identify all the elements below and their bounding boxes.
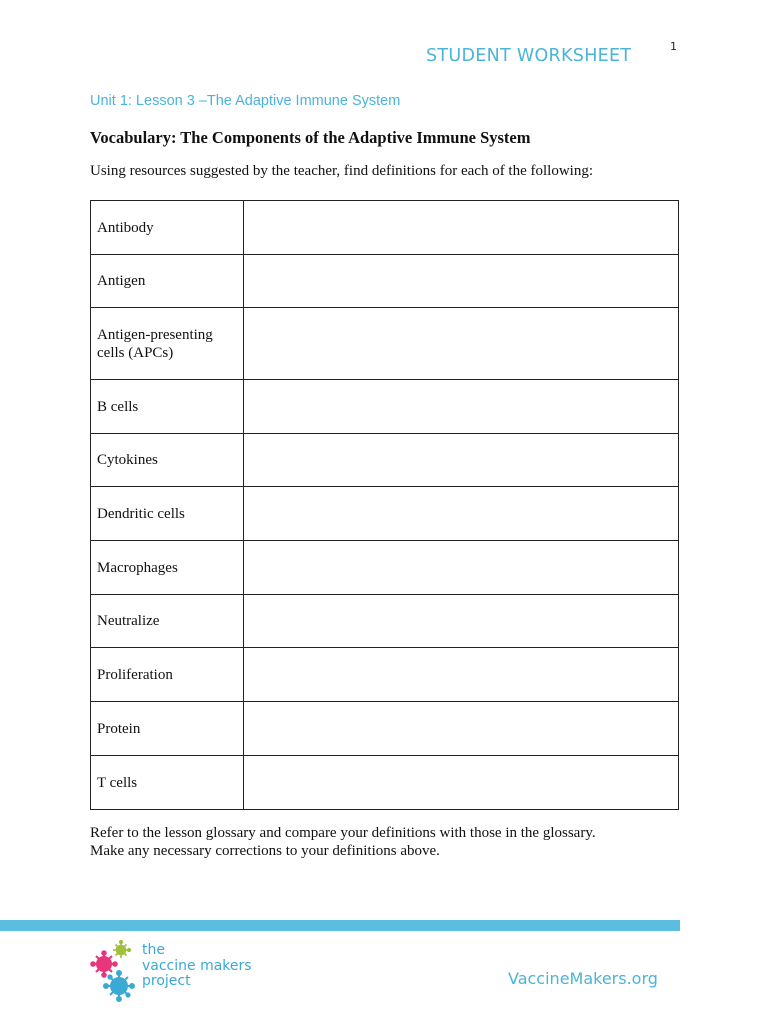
table-row: [91, 308, 679, 380]
term-cell: T cells: [91, 756, 244, 810]
term-cell: Antibody: [91, 201, 244, 255]
definition-cell[interactable]: [244, 487, 679, 541]
lesson-title: Unit 1: Lesson 3 –The Adaptive Immune System: [90, 93, 401, 109]
term-cell: Dendritic cells: [91, 487, 244, 541]
blue-virus-icon: [104, 971, 134, 1001]
definition-cell[interactable]: [244, 595, 679, 648]
definition-cell[interactable]: [244, 434, 679, 487]
table-row: [91, 541, 679, 595]
virus-cluster-icon: [90, 940, 142, 1004]
pink-virus-icon: [91, 951, 117, 977]
table-row: [91, 434, 679, 487]
definition-cell[interactable]: [244, 702, 679, 756]
definition-cell[interactable]: [244, 308, 679, 380]
closing-line-1: Refer to the lesson glossary and compare your definitions with those in the glossary.: [90, 825, 596, 841]
table-row: [91, 595, 679, 648]
vocabulary-table: [90, 200, 679, 810]
page-number: 1: [670, 40, 677, 53]
term-cell: Antigen-presenting cells (APCs): [91, 308, 244, 380]
term-cell: Macrophages: [91, 541, 244, 595]
term-cell: B cells: [91, 380, 244, 434]
definition-cell[interactable]: [244, 756, 679, 810]
logo-text: [142, 943, 252, 990]
closing-line-2: Make any necessary corrections to your definitions above.: [90, 843, 440, 859]
table-row: [91, 201, 679, 255]
table-row: [91, 380, 679, 434]
table-row: [91, 487, 679, 541]
vocabulary-heading: Vocabulary: The Components of the Adaptive Immune System: [90, 128, 531, 147]
logo-line-1: the: [142, 942, 165, 958]
table-row: [91, 648, 679, 702]
term-cell: Protein: [91, 702, 244, 756]
table-row: [91, 255, 679, 308]
definition-cell[interactable]: [244, 255, 679, 308]
term-cell: Neutralize: [91, 595, 244, 648]
term-cell: Proliferation: [91, 648, 244, 702]
header-title: STUDENT WORKSHEET: [426, 46, 632, 66]
vaccine-makers-logo: [90, 940, 280, 1004]
closing-text: [90, 824, 596, 860]
logo-line-2: vaccine makers: [142, 957, 252, 974]
instructions-text: Using resources suggested by the teacher, find definitions for each of the following:: [90, 163, 594, 179]
term-cell: Cytokines: [91, 434, 244, 487]
definition-cell[interactable]: [244, 380, 679, 434]
footer-bar: [0, 920, 680, 931]
logo-line-3: project: [142, 973, 191, 989]
definition-cell[interactable]: [244, 201, 679, 255]
term-cell: Antigen: [91, 255, 244, 308]
green-virus-icon: [113, 941, 130, 958]
definition-cell[interactable]: [244, 648, 679, 702]
footer-url[interactable]: VaccineMakers.org: [508, 969, 658, 988]
table-row: [91, 756, 679, 810]
definition-cell[interactable]: [244, 541, 679, 595]
table-row: [91, 702, 679, 756]
